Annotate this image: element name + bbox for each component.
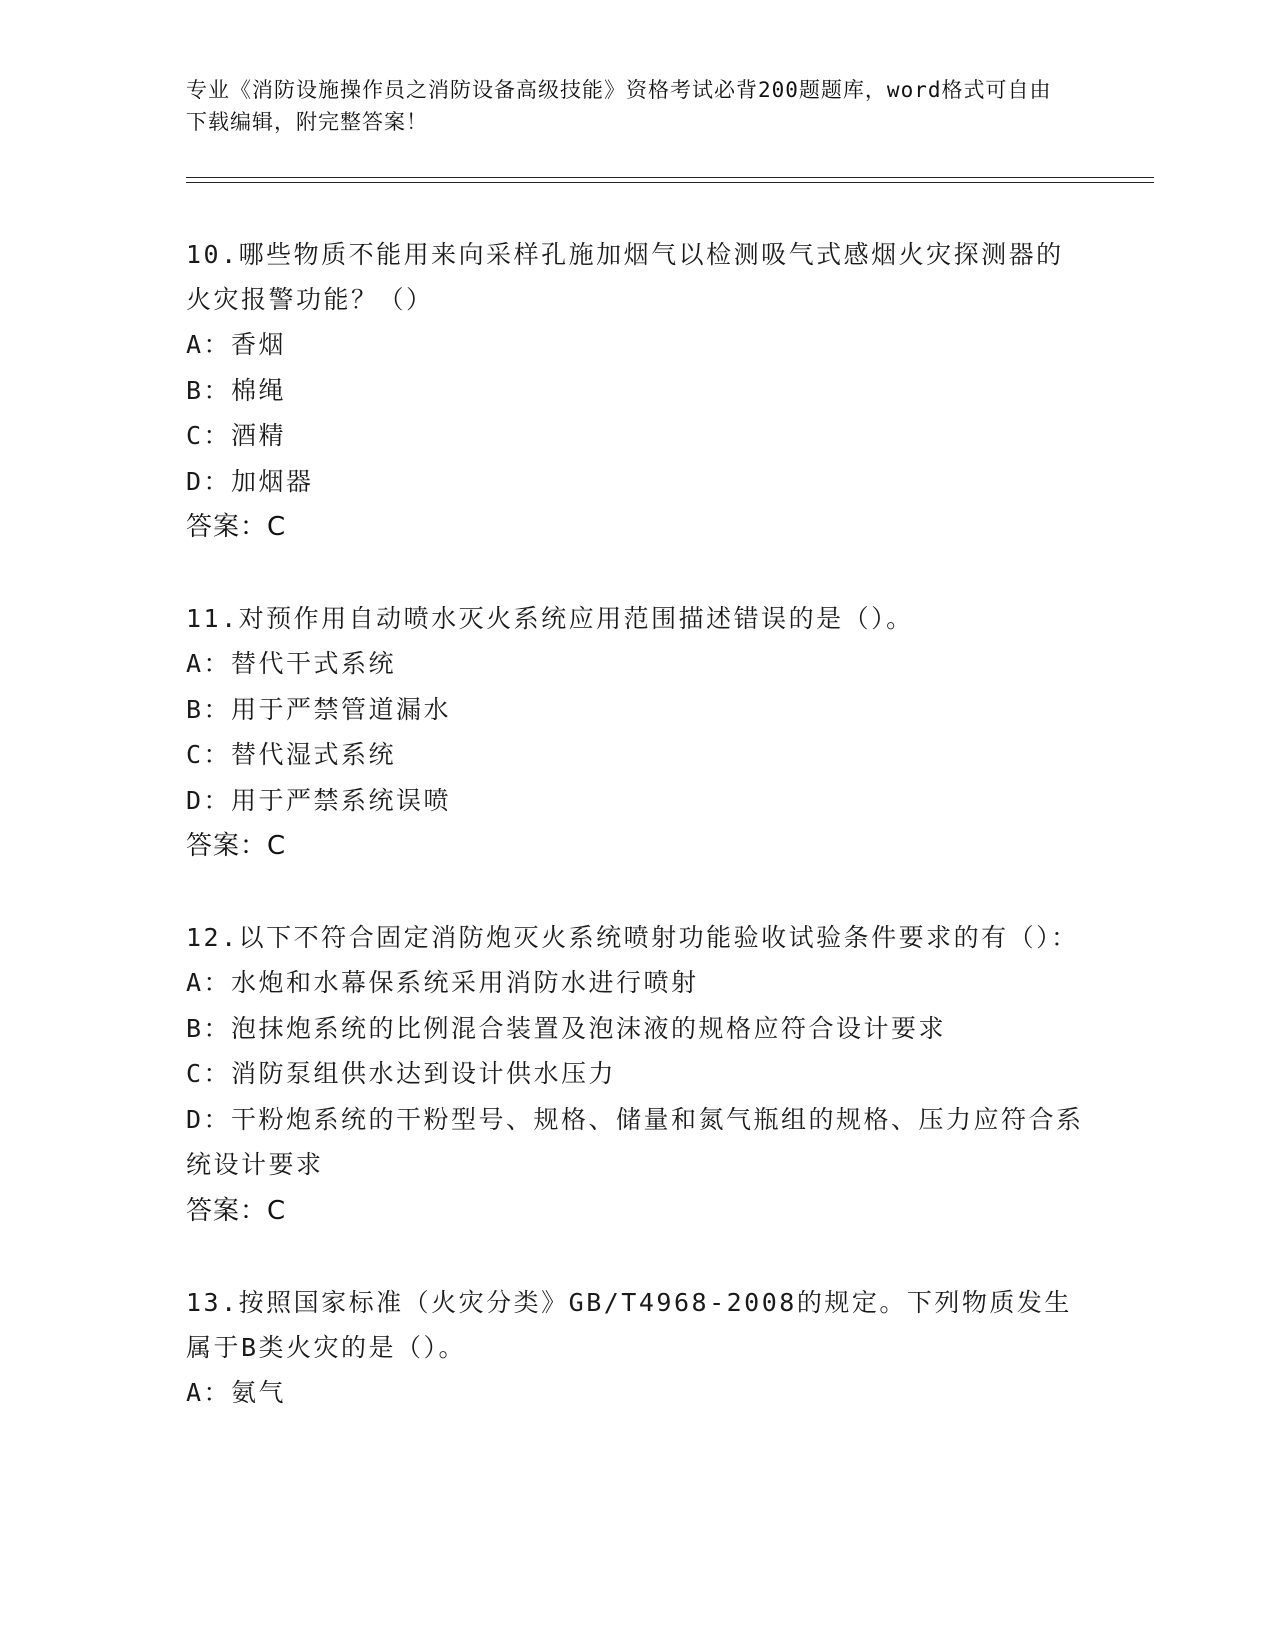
question-10	[186, 232, 1086, 550]
question-11	[186, 596, 1086, 869]
question-text: 13.按照国家标准（火灾分类》GB/T4968-2008的规定。下列物质发生属于B类火灾的是（）。	[186, 1287, 1072, 1362]
answer-label: 答案：C	[186, 512, 287, 542]
option-c: C：消防泵组供水达到设计供水压力	[186, 1059, 617, 1088]
option-d: D：加烟器	[186, 466, 314, 496]
option-c: C：酒精	[186, 421, 287, 450]
option-a: A：香烟	[186, 330, 287, 359]
question-text: 11.对预作用自动喷水灭火系统应用范围描述错误的是（）。	[186, 604, 914, 633]
answer-label: 答案：C	[186, 831, 287, 861]
document-header: 专业《消防设施操作员之消防设备高级技能》资格考试必背200题题库，word格式可自由下载编辑，附完整答案！	[186, 78, 1052, 134]
option-b: B：用于严禁管道漏水	[186, 694, 452, 724]
header-divider-top	[186, 177, 1154, 178]
option-a: A：氨气	[186, 1377, 287, 1407]
question-13	[186, 1280, 1086, 1416]
option-c: C：替代湿式系统	[186, 740, 397, 769]
option-a: A：水炮和水幕保系统采用消防水进行喷射	[186, 968, 699, 997]
header-divider-bottom	[186, 182, 1154, 183]
question-list	[186, 232, 1086, 1461]
option-b: B：泡抹炮系统的比例混合装置及泡沫液的规格应符合设计要求	[186, 1013, 947, 1043]
question-text: 10.哪些物质不能用来向采样孔施加烟气以检测吸气式感烟火灾探测器的火灾报警功能？（）	[186, 240, 1064, 314]
question-12	[186, 915, 1086, 1234]
answer-label: 答案：C	[186, 1195, 287, 1226]
option-d: D：干粉炮系统的干粉型号、规格、储量和氮气瓶组的规格、压力应符合系统设计要求	[186, 1104, 1084, 1179]
option-d: D：用于严禁系统误喷	[186, 785, 452, 815]
option-b: B：棉绳	[186, 375, 287, 405]
option-a: A：替代干式系统	[186, 649, 397, 678]
question-text: 12.以下不符合固定消防炮灭火系统喷射功能验收试验条件要求的有（）：	[186, 923, 1079, 952]
